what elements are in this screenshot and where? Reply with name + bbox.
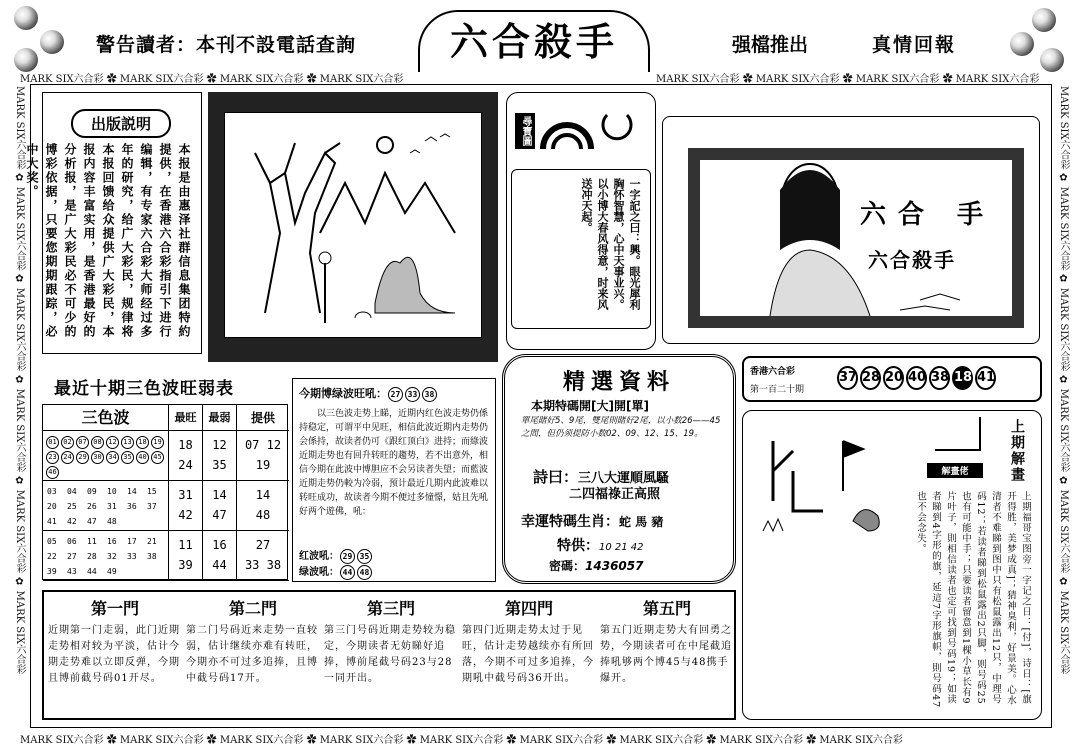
border-text: MARK SIX六合彩 — [1058, 590, 1069, 675]
green-wave-label: 绿波吼： — [299, 567, 339, 578]
landscape-sketch — [225, 113, 483, 339]
table-number: 45 — [151, 451, 164, 464]
poem-block — [533, 469, 669, 503]
table-number: 44 — [87, 567, 97, 576]
table-number: 25 — [67, 502, 77, 511]
table-number: 09 — [87, 487, 97, 496]
result-ball: 28 — [860, 366, 881, 390]
border-text: MARK SIX六合彩 — [319, 735, 404, 746]
wave-panel — [292, 378, 496, 582]
pearl-decoration — [14, 6, 38, 30]
table-value: 12 — [212, 438, 227, 452]
border-strip-right: MARK SIX六合彩 ✿ MARK SIX六合彩 ✿ MARK SIX六合彩 ✿ MARK SIX六合彩 ✿ MARK SIX六合彩 ✿ MARK SIX六合彩 — [1058, 86, 1069, 675]
table-number: 26 — [87, 502, 97, 511]
publish-note-body: 本报是由惠泽社群信息集团特約提供，在香港六合彩指引下进行编辑，有专家六合彩大师经过多年的研究，给广大彩民，规律将本报回馈给众提供广大彩民，本报内容丰富实用，是香港最好的分析报，是广大彩民必不可少的博彩依据，只要您期期跟踪，必中大奖。 — [25, 143, 191, 339]
result-ball: 41 — [975, 366, 996, 390]
table-provide-cell — [237, 481, 289, 531]
table-value: 14 — [255, 488, 271, 502]
table-number: 05 — [47, 537, 57, 546]
table-number: 41 — [47, 517, 57, 526]
border-strip-bottom: MARK SIX六合彩 ✿ MARK SIX六合彩 ✿ MARK SIX六合彩 ✿ MARK SIX六合彩 ✿ MARK SIX六合彩 ✿ MARK SIX六合彩 ✿ MARK SIX六合彩 ✿ MARK SIX六合彩 ✿ MARK SIX六合彩 — [20, 735, 903, 746]
last-issue-title: 上期解畫 — [1009, 419, 1025, 483]
table-number: 17 — [127, 537, 137, 546]
table-head-weak: 最弱 — [203, 405, 237, 431]
table-head-strong: 最旺 — [169, 405, 203, 431]
border-text: MARK SIX六合彩 — [319, 74, 404, 85]
table-value: 24 — [178, 458, 193, 472]
table-number: 22 — [47, 552, 57, 561]
wave-ball: 35 — [357, 549, 372, 564]
border-text: MARK SIX六合彩 — [14, 590, 25, 675]
publish-note — [25, 92, 202, 354]
table-number: 35 — [121, 451, 134, 464]
color-table — [42, 404, 288, 580]
table-value: 07 12 — [244, 438, 282, 452]
warning-text: 警告讀者：本刊不設電話查詢 — [96, 34, 357, 56]
table-number: 29 — [76, 451, 89, 464]
table-number: 20 — [47, 502, 57, 511]
table-strong-cell — [169, 531, 203, 581]
table-number: 27 — [67, 552, 77, 561]
border-text: MARK SIX六合彩 — [755, 74, 840, 85]
border-text: MARK SIX六合彩 — [1058, 388, 1069, 473]
table-number: 07 — [76, 436, 89, 449]
result-ball: 37 — [837, 366, 858, 390]
scroll-badge: 尋寶圖 — [515, 113, 535, 149]
table-value: 35 — [212, 458, 227, 472]
wave-title-row — [299, 385, 438, 403]
table-value: 47 — [212, 508, 227, 522]
table-number: 30 — [91, 451, 104, 464]
gate-column — [48, 596, 182, 716]
scene-dark-frame — [688, 148, 1024, 328]
color-table-panel — [42, 370, 288, 580]
green-wave-row — [299, 563, 373, 581]
special-value: 10 21 42 — [599, 542, 644, 553]
border-text: MARK SIX六合彩 — [1058, 186, 1069, 271]
table-provide-cell — [237, 431, 289, 481]
publish-note-title: 出版説明 — [71, 109, 171, 138]
last-issue-sketch — [753, 431, 893, 551]
poem-line-2: 二四福祿正高照 — [569, 487, 661, 502]
pearl-decoration — [14, 48, 38, 72]
table-number: 12 — [106, 436, 119, 449]
result-ball: 40 — [906, 366, 927, 390]
gate-column — [324, 596, 458, 716]
rainbow-icon — [537, 99, 597, 159]
pearl-decoration — [1040, 48, 1064, 72]
wave-ball: 48 — [357, 565, 372, 580]
border-text: MARK SIX六合彩 — [219, 735, 304, 746]
table-number: 08 — [91, 436, 104, 449]
table-provide-cell — [237, 531, 289, 581]
table-number: 31 — [107, 502, 117, 511]
result-ball: 20 — [883, 366, 904, 390]
last-issue-text: 上期福哥宝图旁一字记之日：[付]，诗日：[旗开得胜，美梦成真]；猜神臭利，好景美。心水清者不难睇到图中只有松鼠露出12只，中理号码12；若读者睇到松鼠露出2只脚，则号码25也有可能中手；只要读者留意到1棵小草长有9片叶子，則相信读者也定可找到号码19；如读者睇到4字形的旗，延這7字形旗帜，則号码47也不会念失。 — [915, 491, 1031, 709]
slogan-right: 真情回報 — [872, 34, 957, 56]
zodiac-row — [521, 511, 663, 531]
border-text: MARK SIX六合彩 — [855, 74, 940, 85]
border-text: MARK SIX六合彩 — [14, 186, 25, 271]
border-text: MARK SIX六合彩 — [14, 388, 25, 473]
border-text: MARK SIX六合彩 — [955, 74, 1040, 85]
result-balls — [836, 366, 997, 390]
red-wave-label: 红波吼： — [299, 551, 339, 562]
border-strip-left: MARK SIX六合彩 ✿ MARK SIX六合彩 ✿ MARK SIX六合彩 ✿ MARK SIX六合彩 ✿ MARK SIX六合彩 ✿ MARK SIX六合彩 — [14, 86, 25, 675]
table-number: 06 — [67, 537, 77, 546]
table-value: 48 — [255, 508, 271, 522]
password-label: 密碼： — [549, 559, 586, 573]
table-value: 42 — [178, 508, 193, 522]
table-number: 01 — [46, 436, 59, 449]
table-weak-cell — [203, 431, 237, 481]
table-number: 04 — [67, 487, 77, 496]
last-issue-sub: 解畫佬 — [927, 463, 983, 478]
table-value: 16 — [212, 538, 227, 552]
table-number: 19 — [151, 436, 164, 449]
wave-body: 以三色波走势上睇，近期内红色波走势仍係持稳定，可谓平中见旺，相信此波近期内走势仍会係持，故读者仍可《跟红顶白》进持；而綠波近期走势也有回升转旺的趨势，若不出意外，相信今期在此波中博胆应不会另读者失望；而藍波近期走势仍較为冷弱，预计最近几期内此波难以转旺成功，故读者今期不便过多憧憬，姑且先吼好两个遊佛，吼： — [299, 409, 489, 517]
border-text: MARK SIX六合彩 — [819, 735, 903, 746]
result-ball: 18 — [952, 366, 973, 390]
scene-panel — [662, 92, 1040, 344]
table-number: 36 — [127, 502, 137, 511]
gate-text: 第二门号码近来走势一直较弱，估计继续亦难有转旺，今期亦不可过多追捧，且博中截号码17开。 — [186, 625, 318, 684]
gate-title: 第四門 — [504, 599, 553, 618]
border-text: MARK SIX六合彩 — [1058, 86, 1069, 170]
table-value: 31 — [178, 488, 193, 502]
table-number: 34 — [106, 451, 119, 464]
table-strong-cell — [169, 431, 203, 481]
results-label-top: 香港六合彩 — [750, 367, 796, 377]
table-value: 33 38 — [244, 558, 282, 572]
table-number: 18 — [136, 436, 149, 449]
wave-ball: 29 — [340, 549, 355, 564]
gate-title: 第二門 — [228, 599, 277, 618]
results-label-bottom: 第一百二十期 — [750, 385, 805, 395]
scene-sign: 六合 手 — [860, 200, 996, 230]
table-value: 44 — [212, 558, 227, 572]
table-row-numbers — [43, 531, 169, 581]
table-number: 43 — [67, 567, 77, 576]
red-wave-balls — [339, 551, 373, 562]
lady-illustration — [700, 160, 1012, 316]
scene-sign-2: 六合殺手 — [868, 248, 956, 272]
border-strip-top-left: MARK SIX六合彩 ✿ MARK SIX六合彩 ✿ MARK SIX六合彩 ✿ MARK SIX六合彩 — [20, 74, 404, 85]
pearl-decoration — [1032, 8, 1056, 32]
gate-text: 第四门近期走势太过于见旺，估计走势越续亦有所回落，今期不可过多追捧，今期吼中截号码36开出。 — [462, 625, 594, 684]
drawing-canvas — [224, 112, 482, 338]
selection-title: 精選資料 — [562, 369, 675, 395]
gate-title: 第三門 — [366, 599, 415, 618]
table-number: 37 — [147, 502, 157, 511]
table-weak-cell — [203, 481, 237, 531]
border-text: MARK SIX六合彩 — [119, 735, 204, 746]
table-number: 49 — [107, 567, 117, 576]
table-head-provide: 提供 — [237, 405, 289, 431]
selection-line1: 本期特碼開[大]開[單] — [531, 399, 649, 413]
last-issue-panel — [742, 410, 1042, 720]
gate-title: 第一門 — [90, 599, 139, 618]
table-number: 32 — [107, 552, 117, 561]
table-row-numbers — [43, 481, 169, 531]
header — [60, 20, 1020, 68]
border-text: MARK SIX六合彩 — [656, 74, 740, 85]
border-text: MARK SIX六合彩 — [14, 489, 25, 574]
wave-ball: 33 — [405, 387, 420, 402]
border-text: MARK SIX六合彩 — [14, 287, 25, 372]
border-strip-top-right: MARK SIX六合彩 ✿ MARK SIX六合彩 ✿ MARK SIX六合彩 ✿ MARK SIX六合彩 — [656, 74, 1040, 85]
table-number: 39 — [47, 567, 57, 576]
special-row — [557, 535, 644, 555]
table-number: 28 — [87, 552, 97, 561]
table-head-main: 三色波 — [43, 405, 169, 431]
password-value: 1436057 — [585, 559, 644, 573]
gate-column — [186, 596, 320, 716]
table-number: 15 — [147, 487, 157, 496]
border-text: MARK SIX六合彩 — [14, 86, 25, 170]
table-value: 14 — [212, 488, 227, 502]
selection-panel — [502, 354, 736, 584]
table-number: 46 — [46, 466, 59, 479]
border-text: MARK SIX六合彩 — [1058, 489, 1069, 574]
special-label: 特供： — [557, 538, 599, 554]
gate-title: 第五門 — [642, 599, 691, 618]
results-bar — [742, 356, 1042, 402]
border-text: MARK SIX六合彩 — [719, 735, 804, 746]
gate-text: 第三门号码近期走势较为稳定，今期读者无妨睇好追捧，博前尾截号码23与28一同开出。 — [324, 625, 456, 684]
table-value: 18 — [178, 438, 193, 452]
table-strong-cell — [169, 481, 203, 531]
gates-panel — [42, 590, 736, 720]
table-number: 48 — [107, 517, 117, 526]
table-weak-cell — [203, 531, 237, 581]
table-number: 03 — [47, 487, 57, 496]
table-number: 23 — [46, 451, 59, 464]
table-number: 11 — [87, 537, 97, 546]
last-issue-box-top — [935, 417, 981, 451]
logo-text: 六合殺手 — [449, 19, 618, 64]
border-text: MARK SIX六合彩 — [219, 74, 304, 85]
table-number: 33 — [127, 552, 137, 561]
border-text: MARK SIX六合彩 — [619, 735, 704, 746]
border-text: MARK SIX六合彩 — [419, 735, 504, 746]
table-number: 24 — [61, 451, 74, 464]
wave-ball: 44 — [340, 565, 355, 580]
table-number: 21 — [147, 537, 157, 546]
table-number: 40 — [136, 451, 149, 464]
poem-label: 詩曰： — [533, 468, 579, 486]
wave-ball: 27 — [388, 387, 403, 402]
ring-icon — [597, 107, 637, 147]
table-number: 47 — [87, 517, 97, 526]
border-text: MARK SIX六合彩 — [519, 735, 604, 746]
poem-line-1: 三八大運順風騷 — [578, 471, 670, 486]
green-wave-balls — [339, 567, 373, 578]
border-text: MARK SIX六合彩 — [1058, 287, 1069, 372]
drawing-frame — [208, 92, 498, 362]
table-value: 39 — [178, 558, 193, 572]
wave-balls — [387, 387, 438, 400]
table-number: 02 — [61, 436, 74, 449]
gate-column — [600, 596, 734, 716]
scroll-card — [506, 92, 656, 350]
scene-canvas — [700, 160, 1012, 316]
header-logo — [418, 10, 650, 72]
wave-ball: 38 — [422, 387, 437, 402]
table-number: 13 — [121, 436, 134, 449]
table-number: 38 — [147, 552, 157, 561]
zodiac-value: 蛇 馬 豬 — [619, 515, 664, 529]
gate-column — [462, 596, 596, 716]
table-row-numbers — [43, 431, 169, 481]
table-value: 19 — [255, 458, 271, 472]
table-number: 42 — [67, 517, 77, 526]
color-table-title: 最近十期三色波旺弱表 — [54, 379, 234, 399]
table-number: 16 — [107, 537, 117, 546]
table-number: 10 — [107, 487, 117, 496]
password-row — [549, 557, 643, 574]
table-value: 27 — [255, 538, 271, 552]
slogan-left: 强檔推出 — [732, 34, 809, 56]
scroll-paper — [511, 169, 651, 329]
wave-title: 今期博绿波旺吼： — [299, 387, 387, 400]
result-ball: 38 — [929, 366, 950, 390]
gate-text: 第五门近期走势大有回勇之势，今期读者可在中尾截追捧吼够两个博45与48携手爆开。 — [600, 625, 732, 684]
border-text: MARK SIX六合彩 — [119, 74, 204, 85]
table-value: 11 — [178, 538, 193, 552]
border-text: MARK SIX六合彩 — [20, 735, 104, 746]
zodiac-label: 幸運特碼生肖： — [521, 514, 619, 530]
table-number: 14 — [127, 487, 137, 496]
selection-line2: 單尾賭好5、9尾，雙尾則賭好2尾，以小数26——45之間，但仍须提防小数02、09、12、15、19。 — [521, 416, 721, 439]
border-text: MARK SIX六合彩 — [20, 74, 104, 85]
gate-text: 近期第一门走弱，此门近期走势相对较为平淡，估计今期走势难以立即反弹，今期且博前截号码01开尽。 — [48, 625, 180, 684]
scroll-text: 一字記之曰：興。眼光犀利胸怀智慧，心中天事业兴。以小博大春风得意，时来风送冲天起。 — [580, 178, 641, 310]
